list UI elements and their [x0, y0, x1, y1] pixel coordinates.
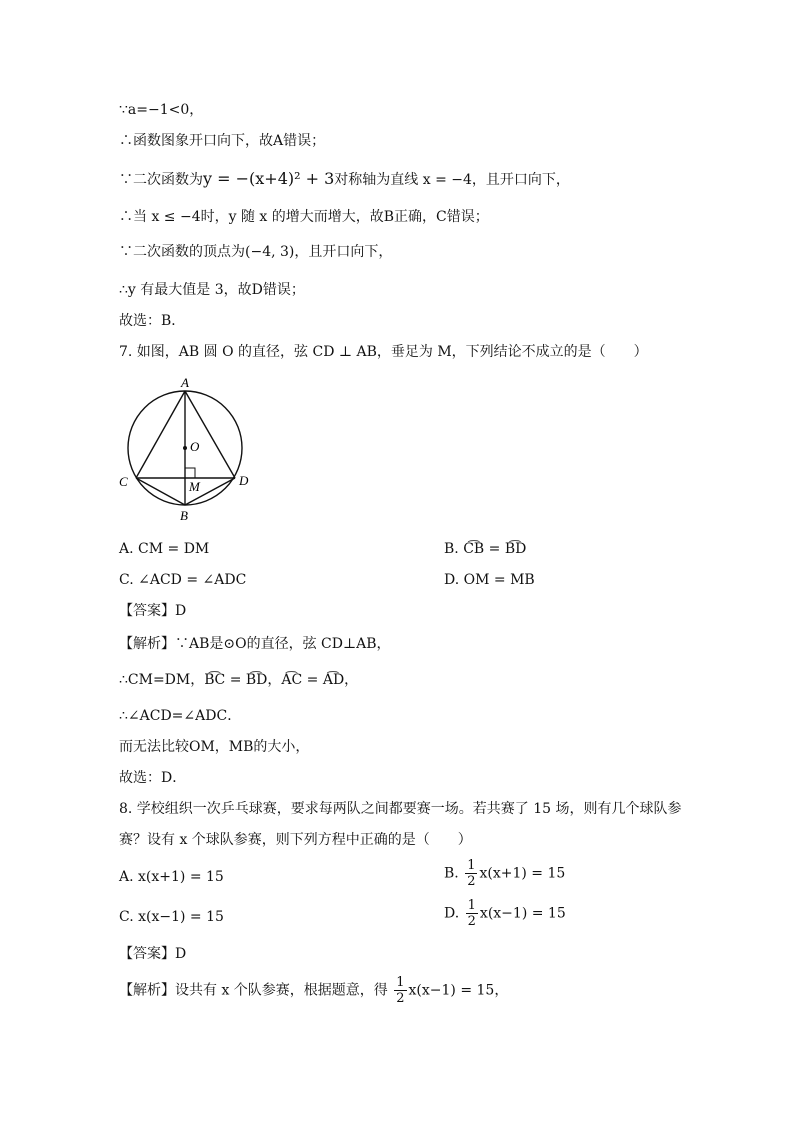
- solution-line-1: ∵a=−1<0，: [119, 102, 204, 118]
- segment-ad: [185, 391, 235, 478]
- label-b: B: [180, 508, 188, 523]
- q8-option-b-expr: x(x+1) = 15: [479, 865, 566, 882]
- q7-analysis-4: 而无法比较OM，MB的大小，: [119, 739, 310, 755]
- fraction-denominator: 2: [467, 874, 476, 889]
- q8-option-d: [444, 898, 566, 929]
- center-dot: [183, 446, 187, 450]
- solution-line-2: ∴函数图象开口向下，故A错误；: [119, 133, 326, 149]
- q8-answer: 【答案】D: [119, 946, 187, 962]
- q8-option-c: C. x(x−1) = 15: [119, 909, 224, 925]
- q8-option-a: A. x(x+1) = 15: [119, 869, 224, 885]
- question-8-stem-2: 赛？设有 x 个球队参赛，则下列方程中正确的是（ ）: [119, 832, 472, 848]
- solution-line-6: ∴y 有最大值是 3，故D错误；: [119, 282, 305, 298]
- solution-line-3: [119, 169, 570, 190]
- q7-option-a: A. CM = DM: [119, 541, 210, 557]
- segment-cb: [136, 478, 185, 505]
- fraction-numerator: 1: [467, 898, 476, 913]
- q8-option-b-fraction: [465, 858, 477, 889]
- label-m: M: [189, 479, 200, 494]
- q8-analysis: [119, 975, 508, 1006]
- fraction-denominator: 2: [467, 914, 476, 929]
- q8-analysis-fraction: [394, 975, 406, 1006]
- label-a: A: [181, 375, 189, 390]
- q7-option-d: D. OM = MB: [444, 572, 535, 588]
- solution-line-5: ∵二次函数的顶点为(−4, 3)，且开口向下，: [119, 244, 393, 260]
- q8-option-d-fraction: [466, 898, 478, 929]
- question-8-stem-1: 8. 学校组织一次乒乓球赛，要求每两队之间都要赛一场。若共赛了 15 场，则有几个球队参: [119, 801, 682, 817]
- circle-figure: [114, 372, 259, 524]
- q8-option-b: [444, 858, 565, 889]
- solution-line-3-post: 对称轴为直线 x = −4，且开口向下，: [334, 172, 570, 188]
- label-d: D: [239, 473, 249, 488]
- q7-option-b: B. C͡B = B͡D: [444, 541, 527, 557]
- q8-option-b-label: B.: [444, 865, 459, 882]
- solution-line-3-equation: y = −(x+4)² + 3: [203, 169, 335, 188]
- q7-analysis-2: ∴CM=DM，B͡C = B͡D，A͡C = A͡D，: [119, 672, 359, 688]
- fraction-numerator: 1: [467, 858, 476, 873]
- right-angle-mark: [185, 468, 195, 478]
- q7-analysis-1: 【解析】∵AB是⊙O的直径，弦 CD⊥AB，: [119, 636, 391, 652]
- fraction-denominator: 2: [396, 991, 405, 1006]
- solution-line-4: ∴当 x ≤ −4时，y 随 x 的增大而增大，故B正确，C错误；: [119, 209, 489, 225]
- fraction-numerator: 1: [396, 975, 405, 990]
- solution-line-7: 故选：B．: [119, 313, 186, 329]
- q8-analysis-expr: x(x−1) = 15，: [408, 982, 509, 999]
- q7-analysis-5: 故选：D．: [119, 770, 187, 786]
- segment-ac: [136, 391, 185, 478]
- solution-line-3-pre: ∵二次函数为: [119, 172, 203, 188]
- q8-option-d-label: D.: [444, 905, 460, 922]
- question-7-stem: 7. 如图，AB 圆 O 的直径，弦 CD ⊥ AB，垂足为 M，下列结论不成立的是（ ）: [119, 344, 648, 360]
- q7-analysis-3: ∴∠ACD=∠ADC．: [119, 708, 242, 724]
- q8-analysis-pre: 【解析】设共有 x 个队参赛，根据题意，得: [119, 982, 388, 999]
- q8-option-d-expr: x(x−1) = 15: [479, 905, 566, 922]
- q7-option-c: C. ∠ACD = ∠ADC: [119, 572, 247, 588]
- label-c: C: [119, 474, 128, 489]
- label-o: O: [190, 439, 200, 454]
- q7-answer: 【答案】D: [119, 603, 187, 619]
